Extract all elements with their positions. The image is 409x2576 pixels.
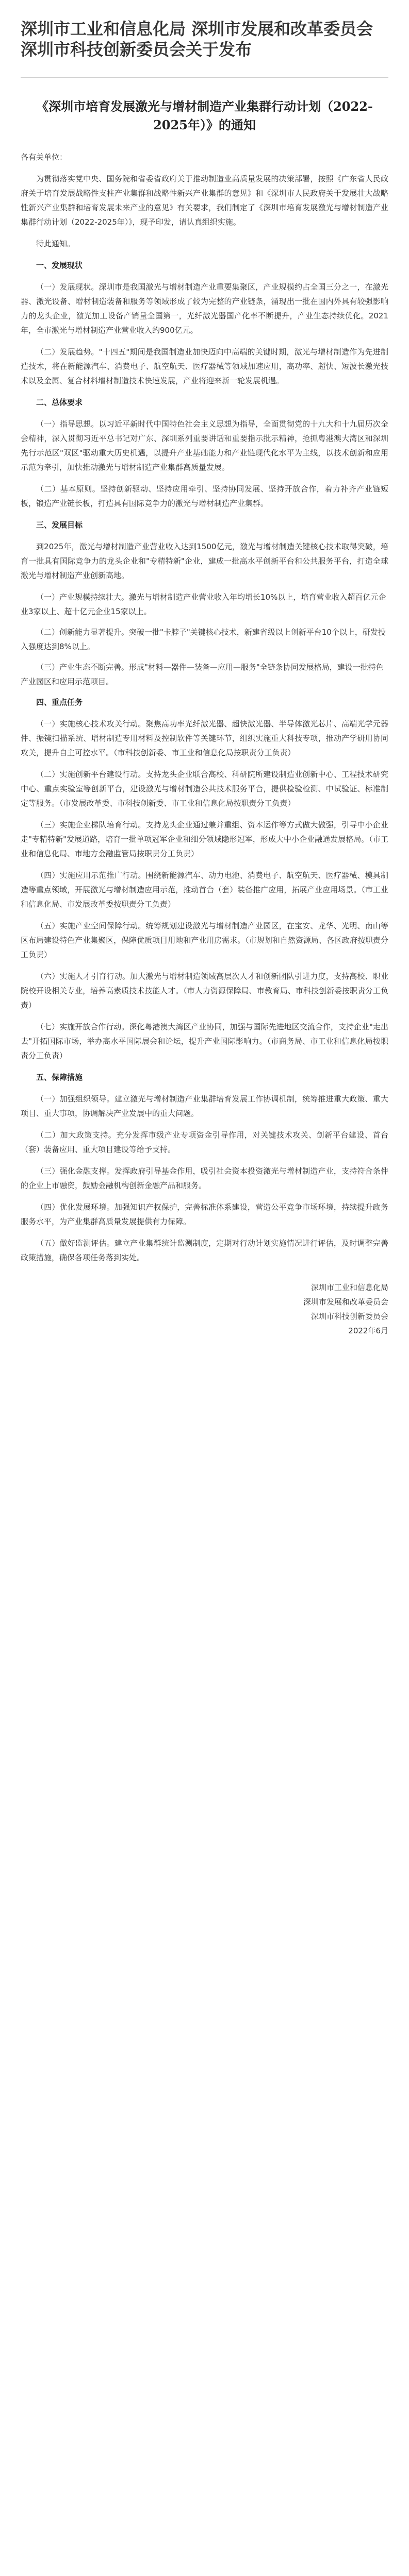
section-heading: 二、总体要求 (36, 398, 83, 407)
title-divider (21, 77, 388, 78)
body-paragraph: （二）加大政策支持。充分发挥市级产业专项资金引导作用，对关键技术攻关、创新平台建设、首台（套）装备应用、重大项目建设等给予支持。 (21, 1130, 388, 1154)
section-heading: 一、发展现状 (36, 261, 83, 270)
recipient-line: 各有关单位： (21, 152, 68, 162)
section-heading: 三、发展目标 (36, 520, 83, 530)
signature-block (21, 1280, 388, 1338)
signature-org-2: 深圳市发展和改革委员会 (303, 1297, 388, 1307)
body-paragraph: （四）优化发展环境。加强知识产权保护，完善标准体系建设，营造公平竞争市场环境，持续提升政务服务水平，为产业集群高质量发展提供有力保障。 (21, 1202, 388, 1226)
body-paragraph: 到2025年，激光与增材制造产业营业收入达到1500亿元，激光与增材制造关键核心技术取得突破，培育一批具有国际竞争力的龙头企业和"专精特新"企业，建成一批高水平创新平台和公共服务平台，打造全球激光与增材制造产业创新高地。 (21, 542, 388, 580)
body-paragraph: （一）实施核心技术攻关行动。聚焦高功率光纤激光器、超快激光器、半导体激光芯片、高端光学元器件、振镜扫描系统、增材制造专用材料及控制软件等关键环节，组织实施重大科技专项，推动产学研用协同攻关，提升自主可控水平。（市科技创新委、市工业和信息化局按职责分工负责） (21, 719, 388, 757)
body-paragraph: （二）实施创新平台建设行动。支持龙头企业联合高校、科研院所建设制造业创新中心、工程技术研究中心、重点实验室等创新平台，建设激光与增材制造公共技术服务平台，提供检验检测、中试验证、标准制定等服务。（市发展改革委、市科技创新委、市工业和信息化局按职责分工负责） (21, 770, 388, 808)
body-paragraph: （四）实施应用示范推广行动。围绕新能源汽车、动力电池、消费电子、航空航天、医疗器械、模具制造等重点领域，开展激光与增材制造应用示范，推动首台（套）装备推广应用，拓展产业应用场景。（市工业和信息化局、市发展改革委按职责分工负责） (21, 871, 388, 909)
document-title: 深圳市工业和信息化局 深圳市发展和改革委员会 深圳市科技创新委员会关于发布 (21, 19, 373, 59)
section-heading: （一）产业规模持续壮大。激光与增材制造产业营业收入年均增长10%以上，培育营业收入超百亿元企业3家以上、超十亿元企业15家以上。 (21, 592, 386, 616)
notice-title: 《深圳市培育发展激光与增材制造产业集群行动计划（2022-2025年）》的通知 (36, 99, 373, 132)
signature-date: 2022年6月 (348, 1326, 388, 1335)
body-paragraph: （二）发展趋势。"十四五"期间是我国制造业加快迈向中高端的关键时期，激光与增材制造作为先进制造技术，将在新能源汽车、消费电子、航空航天、医疗器械等领域加速应用，高功率、超快、短波长激光技术以及金属、复合材料增材制造技术快速发展，产业将迎来新一轮发展机遇。 (21, 347, 388, 385)
intro-closing: 特此通知。 (36, 239, 75, 248)
body-paragraph: （五）实施产业空间保障行动。统筹规划建设激光与增材制造产业园区，在宝安、龙华、光明、南山等区布局建设特色产业集聚区，保障优质项目用地和产业用房需求。（市规划和自然资源局、各区政府按职责分工负责） (21, 921, 388, 959)
body-paragraph: （二）基本原则。坚持创新驱动、坚持应用牵引、坚持协同发展、坚持开放合作，着力补齐产业链短板，锻造产业链长板，打造具有国际竞争力的激光与增材制造产业集群。 (21, 484, 388, 508)
body-paragraph: （一）加强组织领导。建立激光与增材制造产业集群培育发展工作协调机制，统筹推进重大政策、重大项目、重大事项，协调解决产业发展中的重大问题。 (21, 1094, 388, 1118)
section-heading: 四、重点任务 (36, 698, 83, 707)
body-paragraph: （五）做好监测评估。建立产业集群统计监测制度，定期对行动计划实施情况进行评估，及时调整完善政策措施，确保各项任务落到实处。 (21, 1239, 388, 1262)
signature-org-1: 深圳市工业和信息化局 (310, 1283, 388, 1292)
signature-org-3: 深圳市科技创新委员会 (310, 1312, 388, 1321)
section-heading: 五、保障措施 (36, 1073, 83, 1082)
body-paragraph: （三）强化金融支撑。发挥政府引导基金作用，吸引社会资本投资激光与增材制造产业，支持符合条件的企业上市融资，鼓励金融机构创新金融产品和服务。 (21, 1166, 388, 1190)
body-paragraph: （一）指导思想。以习近平新时代中国特色社会主义思想为指导，全面贯彻党的十九大和十九届历次全会精神，深入贯彻习近平总书记对广东、深圳系列重要讲话和重要指示批示精神，抢抓粤港澳大湾区和深圳先行示范区"双区"驱动重大历史机遇，以提升产业基础能力和产业链现代化水平为主线，以技术创新和应用示范为牵引，加快推动激光与增材制造产业集群高质量发展。 (21, 419, 388, 472)
body-paragraph: （一）发展现状。深圳市是我国激光与增材制造产业重要集聚区，产业规模约占全国三分之一，在激光器、激光设备、增材制造装备和服务等领域形成了较为完整的产业链条，涌现出一批在国内外具有较强影响力的龙头企业，激光加工设备产销量全国第一，光纤激光器国产化率不断提升，产业生态持续优化。2021年，全市激光与增材制造产业营业收入约900亿元。 (21, 282, 388, 335)
section-heading: （三）产业生态不断完善。形成"材料—器件—装备—应用—服务"全链条协同发展格局，建设一批特色产业园区和应用示范项目。 (21, 663, 384, 686)
body-sections (21, 258, 388, 1265)
intro-paragraph: 为贯彻落实党中央、国务院和省委省政府关于推动制造业高质量发展的决策部署，按照《广东省人民政府关于培育发展战略性支柱产业集群和战略性新兴产业集群的意见》和《深圳市人民政府关于发展壮大战略性新兴产业集群和培育发展未来产业的意见》有关要求，我们制定了《深圳市培育发展激光与增材制造产业集群行动计划（2022-2025年）》，现予印发，请认真组织实施。 (21, 174, 388, 227)
body-paragraph: （七）实施开放合作行动。深化粤港澳大湾区产业协同，加强与国际先进地区交流合作，支持企业"走出去"开拓国际市场，举办高水平国际展会和论坛，提升产业国际影响力。（市商务局、市工业和信息化局按职责分工负责） (21, 1022, 388, 1060)
body-paragraph: （三）实施企业梯队培育行动。支持龙头企业通过兼并重组、资本运作等方式做大做强，引导中小企业走"专精特新"发展道路，培育一批单项冠军企业和细分领域隐形冠军，形成大中小企业融通发展格局。（市工业和信息化局、市地方金融监管局按职责分工负责） (21, 820, 388, 858)
section-heading: （二）创新能力显著提升。突破一批"卡脖子"关键核心技术，新建省级以上创新平台10个以上，研发投入强度达到8%以上。 (21, 628, 386, 651)
body-paragraph: （六）实施人才引育行动。加大激光与增材制造领域高层次人才和创新团队引进力度，支持高校、职业院校开设相关专业，培养高素质技术技能人才。（市人力资源保障局、市教育局、市科技创新委按职责分工负责） (21, 972, 388, 1010)
